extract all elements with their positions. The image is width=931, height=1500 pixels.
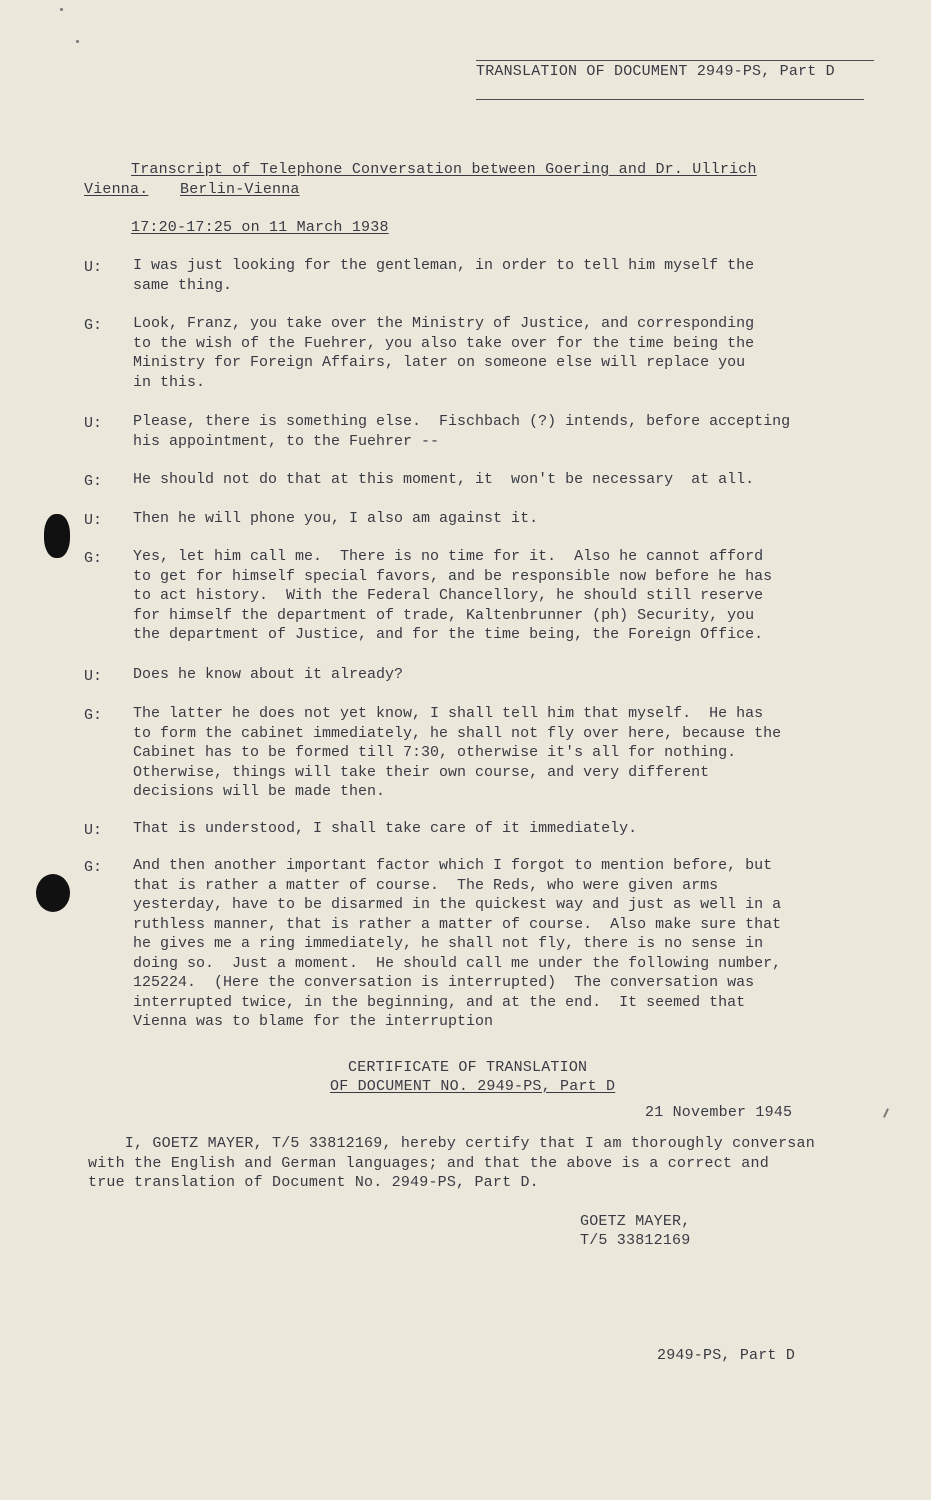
- speech-text: Please, there is something else. Fischbach (?) intends, before accepting his appointment, to the Fuehrer --: [133, 413, 791, 450]
- transcript-heading-location: Vienna.: [84, 181, 149, 198]
- speaker-label: G:: [84, 707, 103, 724]
- speaker-label: U:: [84, 512, 103, 529]
- speech-text: He should not do that at this moment, it won't be necessary at all.: [133, 471, 755, 488]
- speaker-label: G:: [84, 317, 103, 334]
- transcript-time: 17:20-17:25 on 11 March 1938: [131, 219, 389, 236]
- paper-speck: [60, 8, 63, 11]
- speech-text: Then he will phone you, I also am against it.: [133, 510, 539, 527]
- transcript-heading-route: Berlin-Vienna: [180, 181, 300, 198]
- transcript-heading-line1: Transcript of Telephone Conversation between Goering and Dr. Ullrich: [131, 161, 757, 178]
- speaker-label: G:: [84, 473, 103, 490]
- speech-text: The latter he does not yet know, I shall tell him that myself. He has to form the cabinet immediately, he shall not fly over here, because the Cabinet has to be formed till 7:30, otherwise it's all for nothing. Otherwise, things will take their own course, and very different decisions will be made then.: [133, 705, 782, 800]
- signer-id: T/5 33812169: [580, 1232, 691, 1249]
- speech-text: Yes, let him call me. There is no time for it. Also he cannot afford to get for himself special favors, and be responsible now before he has to act history. With the Federal Chancellory, he should still reserve for himself the department of trade, Kaltenbrunner (ph) Security, you the department of Justice, and for the time being, the Foreign Office.: [133, 548, 773, 643]
- certificate-document-ref: OF DOCUMENT NO. 2949-PS, Part D: [330, 1078, 616, 1095]
- speaker-label: U:: [84, 822, 103, 839]
- speech-text: Look, Franz, you take over the Ministry of Justice, and corresponding to the wish of the Fuehrer, you also take over for the time being the Ministry for Foreign Affairs, later on someone else will replace you in this.: [133, 315, 755, 391]
- speaker-label: G:: [84, 550, 103, 567]
- punch-hole: [44, 514, 70, 558]
- speaker-label: U:: [84, 259, 103, 276]
- header-rule-bottom: [476, 99, 864, 100]
- paper-speck: [76, 40, 79, 43]
- certificate-title: CERTIFICATE OF TRANSLATION: [348, 1059, 588, 1076]
- speech-text: I was just looking for the gentleman, in order to tell him myself the same thing.: [133, 257, 755, 294]
- footer-document-ref: 2949-PS, Part D: [657, 1347, 796, 1364]
- speaker-label: U:: [84, 415, 103, 432]
- signer-name: GOETZ MAYER,: [580, 1213, 691, 1230]
- document-title: TRANSLATION OF DOCUMENT 2949-PS, Part D: [476, 63, 835, 80]
- certificate-date: 21 November 1945: [645, 1104, 793, 1121]
- punch-hole: [36, 874, 70, 912]
- speaker-label: G:: [84, 859, 103, 876]
- paper-speck: [883, 1108, 889, 1118]
- speech-text: Does he know about it already?: [133, 666, 404, 683]
- speech-text: And then another important factor which I forgot to mention before, but that is rather a matter of course. The Reds, who were given arms yesterday, have to be disarmed in the quickest way and just as well in a ruthless manner, that is rather a matter of course. Also make sure that he gives me a ring immediately, he shall not fly, there is no sense in doing so. Just a moment. He should call me under the following number, 125224. (Here the conversation is interrupted) The conversation was interrupted twice, in the beginning, and at the end. It seemed that Vienna was to blame for the interruption: [133, 857, 782, 1030]
- speech-text: That is understood, I shall take care of it immediately.: [133, 820, 638, 837]
- speaker-label: U:: [84, 668, 103, 685]
- certificate-statement: I, GOETZ MAYER, T/5 33812169, hereby certify that I am thoroughly conversan with the English and German languages; and that the above is a correct and true translation of Document No. 2949-PS, Part D.: [88, 1135, 815, 1191]
- header-rule-top: [476, 60, 874, 61]
